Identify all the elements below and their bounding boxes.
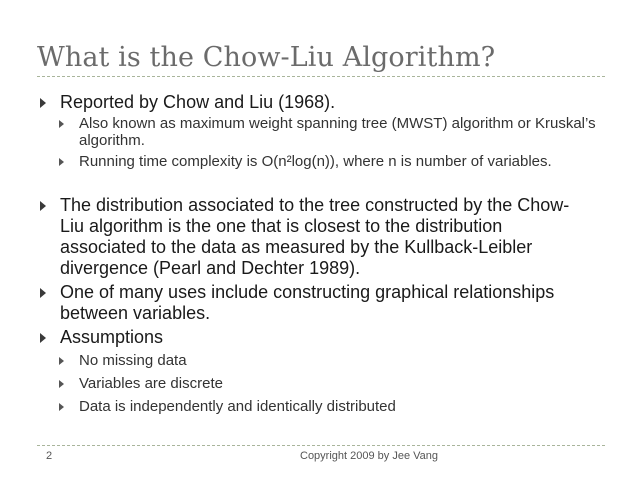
triangle-bullet-icon: [59, 357, 64, 365]
bullet-1-text: Reported by Chow and Liu (1968).: [60, 92, 336, 112]
bullet-4-sub-1-text: No missing data: [79, 352, 187, 369]
copyright-notice: Copyright 2009 by Jee Vang: [300, 450, 438, 462]
triangle-bullet-icon: [59, 158, 64, 166]
triangle-bullet-icon: [40, 333, 46, 343]
page-number: 2: [46, 450, 53, 462]
triangle-bullet-icon: [59, 120, 64, 128]
bullet-4-text: Assumptions: [60, 327, 164, 347]
triangle-bullet-icon: [59, 380, 64, 388]
triangle-bullet-icon: [40, 98, 46, 108]
triangle-bullet-icon: [59, 403, 64, 411]
triangle-bullet-icon: [40, 201, 46, 211]
bullet-1-sub-2-text: Running time complexity is O(n²log(n)), where n is number of variables.: [79, 153, 552, 170]
bullet-4-sub-3-text: Data is independently and identically distributed: [79, 398, 396, 415]
slide-title: What is the Chow-Liu Algorithm?: [37, 42, 496, 73]
bullet-1-sub-1-text: Also known as maximum weight spanning tree (MWST) algorithm or Kruskal’s algorithm.: [79, 115, 596, 149]
footer-divider: [37, 445, 605, 446]
bullet-2-text: The distribution associated to the tree constructed by the Chow-Liu algorithm is the one that is closest to the distribution associated to the data as measured by the Kullback-Leibler divergence (Pearl and Dechter 1989).: [60, 195, 570, 278]
bullet-3-text: One of many uses include constructing graphical relationships between variables.: [60, 282, 555, 323]
bullet-4-sub-2-text: Variables are discrete: [79, 375, 223, 392]
triangle-bullet-icon: [40, 288, 46, 298]
